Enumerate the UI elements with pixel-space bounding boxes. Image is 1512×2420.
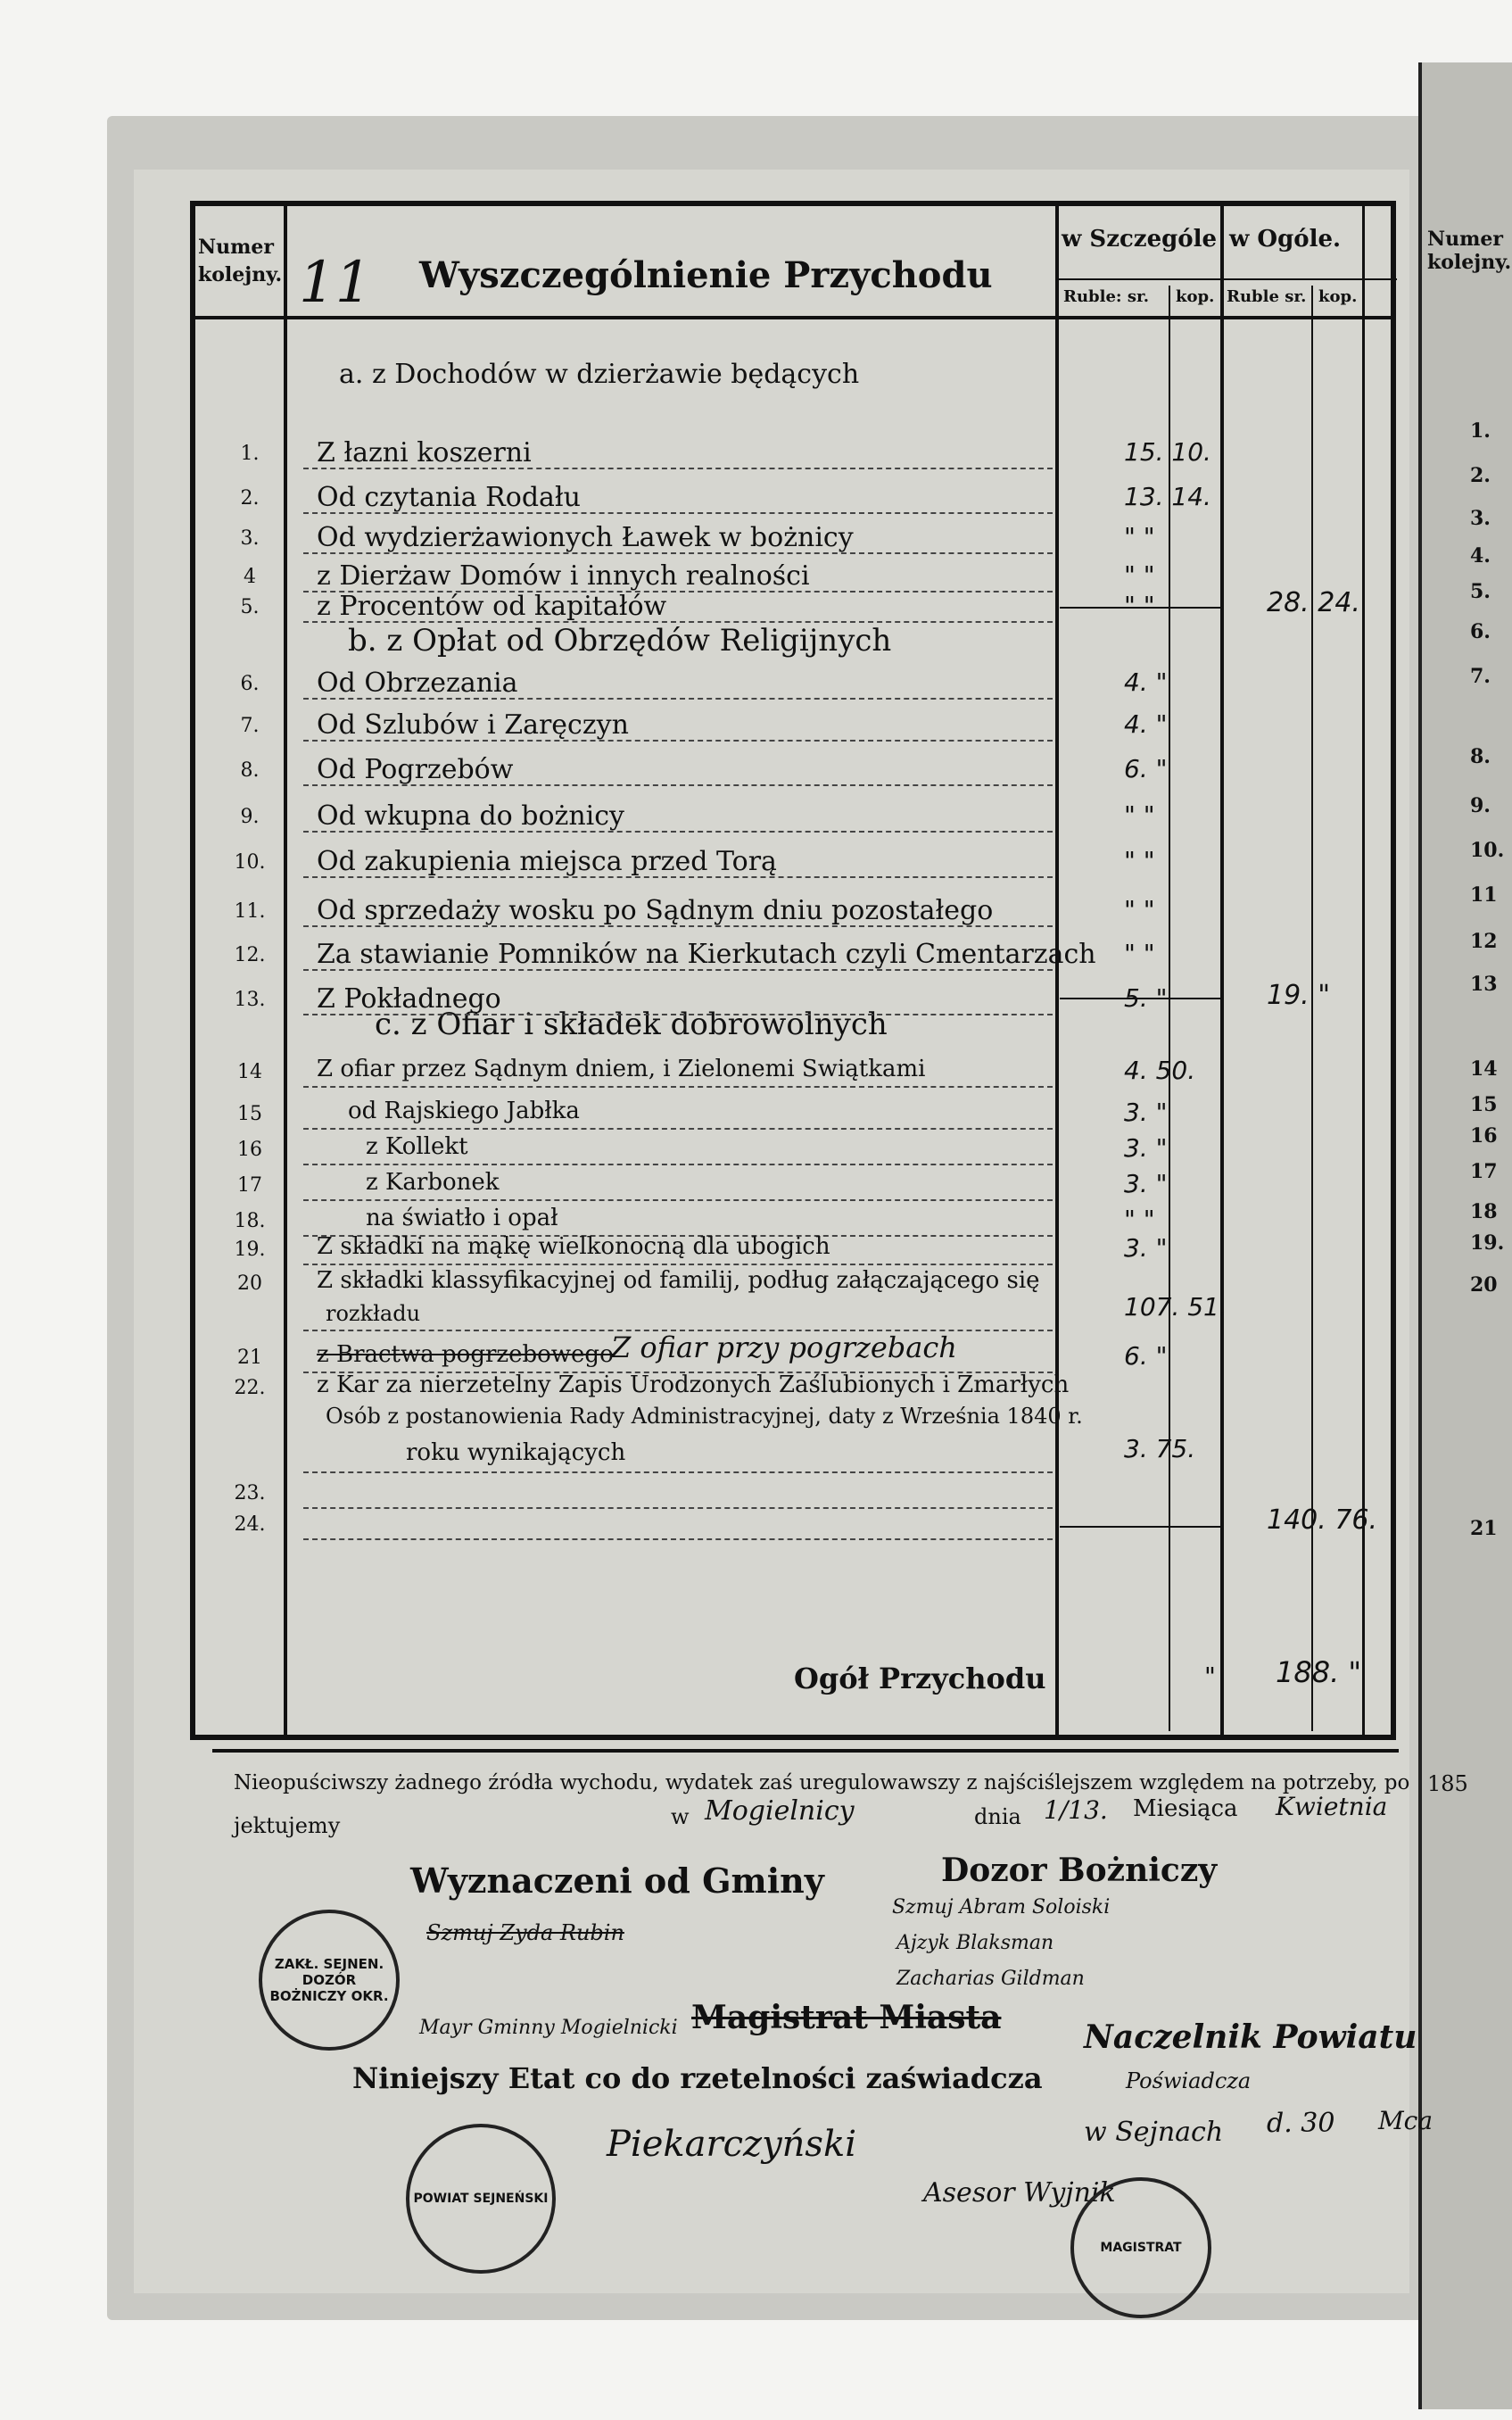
row-amount-szczegole: " " (1124, 895, 1155, 924)
magistrat-label: Magistrat Miasta (691, 1999, 1002, 2036)
signature-6: Piekarczyński (607, 2124, 856, 2165)
row-description: Z składki na mąkę wielkonocną dla ubogich (317, 1233, 830, 1260)
row-leader-line (303, 925, 1053, 927)
row-amount-szczegole: 3. " (1124, 1133, 1168, 1163)
right-strip-number: 13 (1470, 973, 1498, 996)
row-number: 2. (240, 487, 260, 510)
row-description: Od zakupienia miejsca przed Torą (317, 846, 777, 877)
row-amount-szczegole: " " (1124, 560, 1155, 590)
row-amount-szczegole: 13. 14. (1124, 482, 1211, 511)
row-description: Od wkupna do bożnicy (317, 800, 624, 832)
row-description: Za stawianie Pomników na Kierkutach czyli Cmentarzach (317, 939, 1096, 970)
right-strip-header: Numer kolejny. (1427, 228, 1512, 274)
row-leader-line (303, 1014, 1053, 1015)
right-strip-number: 19. (1470, 1231, 1505, 1255)
right-strip-number: 16 (1470, 1124, 1498, 1148)
row-description-line-2: Osób z postanowienia Rady Administracyjnej, daty z Września 1840 r. (326, 1404, 1083, 1429)
row-description: Z składki klassyfikacyjnej od familij, podług załączającego się (317, 1267, 1040, 1294)
row-description: Z Pokładnego (317, 983, 501, 1015)
col-divider-desc (1055, 203, 1059, 1738)
signature-5: Mayr Gminny Mogielnicki (419, 2017, 678, 2039)
year-label: 185 (1427, 1771, 1468, 1796)
month-label: Miesiąca (1133, 1795, 1238, 1822)
right-strip-number: 2. (1470, 464, 1491, 487)
row-description: Od sprzedaży wosku po Sądnym dniu pozostałego (317, 895, 994, 926)
row-description: z Kollekt (366, 1133, 468, 1160)
row-leader-line (303, 831, 1053, 833)
row-amount-szczegole: 15. 10. (1124, 437, 1211, 467)
header-subline (1058, 278, 1397, 280)
row-description: Od Obrzezania (317, 667, 518, 699)
right-strip-number: 10. (1470, 839, 1505, 862)
row-leader-line (303, 1128, 1053, 1130)
row-number: 1. (240, 443, 260, 465)
row-number: 9. (240, 806, 260, 828)
row-number: 17 (237, 1174, 262, 1197)
month-handwritten: Kwietnia (1276, 1792, 1388, 1821)
total-ogole: 188. " (1276, 1655, 1362, 1689)
signature-2: Szmuj Abram Soloiski (892, 1896, 1111, 1919)
row-number: 16 (237, 1139, 262, 1161)
wyznaczeni-label: Wyznaczeni od Gminy (410, 1861, 824, 1901)
row-number: 13. (234, 989, 266, 1011)
row-description-line-2: rozkładu (326, 1301, 421, 1326)
row-description: Od wydzierżawionych Ławek w bożnicy (317, 522, 854, 553)
row-number: 4 (244, 566, 256, 588)
row-amount-szczegole: 4. " (1124, 667, 1168, 697)
row-amount-szczegole: 3. " (1124, 1169, 1168, 1198)
row-leader-line (303, 468, 1053, 469)
signature-1: Szmuj Zyda Rubin (426, 1920, 624, 1945)
row-number: 10. (234, 851, 266, 874)
right-strip-number: 21 (1470, 1517, 1498, 1540)
signature-3: Ajzyk Blaksman (896, 1932, 1054, 1954)
right-strip-number: 7. (1470, 665, 1491, 688)
row-amount-szczegole: 4. " (1124, 709, 1168, 739)
row-amount-szczegole: " " (1124, 846, 1155, 875)
row-leader-line (303, 1264, 1053, 1265)
right-strip-number: 17 (1470, 1160, 1498, 1183)
naczelnik-label: Naczelnik Powiatu (1084, 2018, 1417, 2056)
row-number: 15 (237, 1103, 262, 1125)
row-number: 18. (234, 1210, 266, 1232)
place-handwritten: Mogielnicy (705, 1795, 855, 1827)
row-number: 12. (234, 944, 266, 966)
row-description: z Procentów od kapitałów (317, 591, 667, 622)
row-amount-szczegole: " " (1124, 1205, 1155, 1234)
place-label: w (671, 1804, 690, 1829)
row-amount-szczegole: " " (1124, 591, 1155, 620)
seal-dozor-bozniczy: ZAKŁ. SEJNEN. DOZÓR BOŻNICZY OKR. (259, 1910, 400, 2051)
right-strip-number: 3. (1470, 507, 1491, 530)
row-leader-line (303, 740, 1053, 742)
dozor-label: Dozor Bożniczy (941, 1852, 1218, 1889)
row-leader-line (303, 1471, 1053, 1473)
d-30-label: d. 30 (1267, 2108, 1335, 2139)
row-leader-line (303, 512, 1053, 514)
total-szczegole: " (1204, 1662, 1216, 1691)
row-description-line-3: roku wynikających (406, 1439, 626, 1466)
total-label: Ogół Przychodu (794, 1662, 1046, 1695)
table-title: Wyszczególnienie Przychodu (419, 254, 993, 296)
row-description: Od Pogrzebów (317, 754, 514, 785)
row-leader-line (303, 1164, 1053, 1165)
row-number: 8. (240, 759, 260, 782)
row-description: z Bractwa pogrzebowego (317, 1341, 614, 1368)
right-strip-number: 15 (1470, 1093, 1498, 1116)
right-strip-number: 14 (1470, 1057, 1498, 1081)
certification-line-2: jektujemy (234, 1813, 341, 1838)
col-divider-number (284, 203, 287, 1738)
col-header-w-ogole: w Ogóle. (1229, 226, 1342, 253)
row-amount-szczegole: 4. 50. (1124, 1056, 1196, 1085)
row-description: z Karbonek (366, 1169, 500, 1196)
row-leader-line (303, 621, 1053, 623)
row-number: 7. (240, 715, 260, 737)
row-description: na światło i opał (366, 1205, 558, 1231)
row-number: 19. (234, 1239, 266, 1261)
row-description: od Rajskiego Jabłka (348, 1098, 580, 1124)
right-strip-number: 5. (1470, 580, 1491, 603)
row-number: 11. (234, 900, 266, 923)
row-leader-line (303, 552, 1053, 554)
row-number: 21 (237, 1347, 262, 1369)
row-amount-szczegole: 3. " (1124, 1098, 1168, 1127)
right-strip-number: 18 (1470, 1200, 1498, 1223)
col-header-w-szczegole: w Szczególe (1062, 226, 1218, 253)
row-amount-szczegole: 5. " (1124, 983, 1168, 1013)
row-number: 23. (234, 1482, 266, 1504)
certification-line-1: Nieopuściwszy żadnego źródła wychodu, wydatek zaś uregulowawszy z najściślejszem względem na potrzeby, po (234, 1771, 1410, 1794)
right-strip-number: 4. (1470, 544, 1491, 568)
row-leader-line (303, 784, 1053, 786)
section-b-title: b. z Opłat od Obrzędów Religijnych (348, 623, 892, 659)
row-amount-szczegole: 107. 51. (1124, 1292, 1227, 1322)
row-amount-ogole: 19. " (1267, 980, 1331, 1011)
row-description: Z ofiar przez Sądnym dniem, i Zielonemi Swiątkami (317, 1056, 926, 1082)
row-number: 20 (237, 1272, 262, 1295)
date-label: dnia (974, 1804, 1021, 1829)
col-header-number: Numer kolejny. (198, 236, 283, 286)
poswiadcza-label: Poświadcza (1126, 2068, 1252, 2093)
col-header-ruble: Ruble: sr. (1063, 287, 1150, 306)
right-strip-number: 1. (1470, 419, 1491, 443)
niniejszy-label: Niniejszy Etat co do rzetelności zaświadcza (352, 2061, 1043, 2095)
right-strip-number: 6. (1470, 620, 1491, 643)
row-description: Od czytania Rodału (317, 482, 581, 513)
row-leader-line (303, 698, 1053, 700)
row-amount-szczegole: " " (1124, 800, 1155, 830)
row-amount-szczegole: 3. " (1124, 1233, 1168, 1263)
row-number: 6. (240, 673, 260, 695)
row-leader-line (303, 1086, 1053, 1088)
row-amount-szczegole: 6. " (1124, 1341, 1168, 1371)
row-description: Od Szlubów i Zaręczyn (317, 709, 629, 741)
date-handwritten: 1/13. (1044, 1795, 1108, 1825)
row-leader-line (303, 1199, 1053, 1201)
row-description: z Kar za nierzetelny Zapis Urodzonych Zaślubionych i Zmarłych (317, 1372, 1070, 1398)
row-number: 22. (234, 1377, 266, 1399)
handwritten-page-number: 11 (299, 250, 372, 316)
row-leader-line (303, 1538, 1053, 1540)
right-strip-number: 9. (1470, 794, 1491, 817)
row-amount-ogole: 28. 24. (1267, 587, 1360, 618)
bottom-divider (212, 1749, 1399, 1753)
header-bottom-line (193, 316, 1395, 319)
signature-7: Asesor Wyjnik (923, 2177, 1116, 2209)
right-strip-number: 20 (1470, 1273, 1498, 1297)
right-strip-number: 12 (1470, 930, 1498, 953)
mca-label: Mca (1378, 2106, 1434, 2135)
row-description: Z łazni koszerni (317, 437, 532, 468)
row-number: 5. (240, 596, 260, 618)
col-header-ruble-2: Ruble sr. (1227, 287, 1307, 306)
row-amount-ogole: 140. 76. (1267, 1504, 1378, 1536)
row-amount-szczegole: " " (1124, 939, 1155, 968)
row-description: z Dierżaw Domów i innych realności (317, 560, 810, 592)
row-amount-szczegole: " " (1124, 522, 1155, 551)
subtotal-line-c (1060, 1526, 1220, 1528)
row-amount-szczegole: 3. 75. (1124, 1434, 1196, 1463)
w-sejnach-label: w Sejnach (1084, 2117, 1224, 2148)
section-a-title: a. z Dochodów w dzierżawie będących (339, 359, 860, 390)
row-amount-szczegole: 6. " (1124, 754, 1168, 783)
seal-powiat: POWIAT SEJNEŃSKI (406, 2124, 556, 2274)
row-number: 3. (240, 527, 260, 550)
row-number: 24. (234, 1513, 266, 1536)
col-header-kop: kop. (1176, 287, 1215, 306)
col-divider-szczegole (1220, 203, 1224, 1738)
right-strip-number: 11 (1470, 883, 1498, 907)
row-number: 14 (237, 1061, 262, 1083)
section-c-title: c. z Ofiar i składek dobrowolnych (375, 1007, 888, 1042)
row-leader-line (303, 876, 1053, 878)
row-leader-line (303, 969, 1053, 971)
seal-magistrat: MAGISTRAT (1070, 2177, 1211, 2318)
row-description-handwritten: Z ofiar przy pogrzebach (611, 1330, 957, 1364)
right-strip-number: 8. (1470, 745, 1491, 768)
signature-4: Zacharias Gildman (896, 1968, 1085, 1990)
row-leader-line (303, 1507, 1053, 1509)
col-header-kop-2: kop. (1318, 287, 1358, 306)
